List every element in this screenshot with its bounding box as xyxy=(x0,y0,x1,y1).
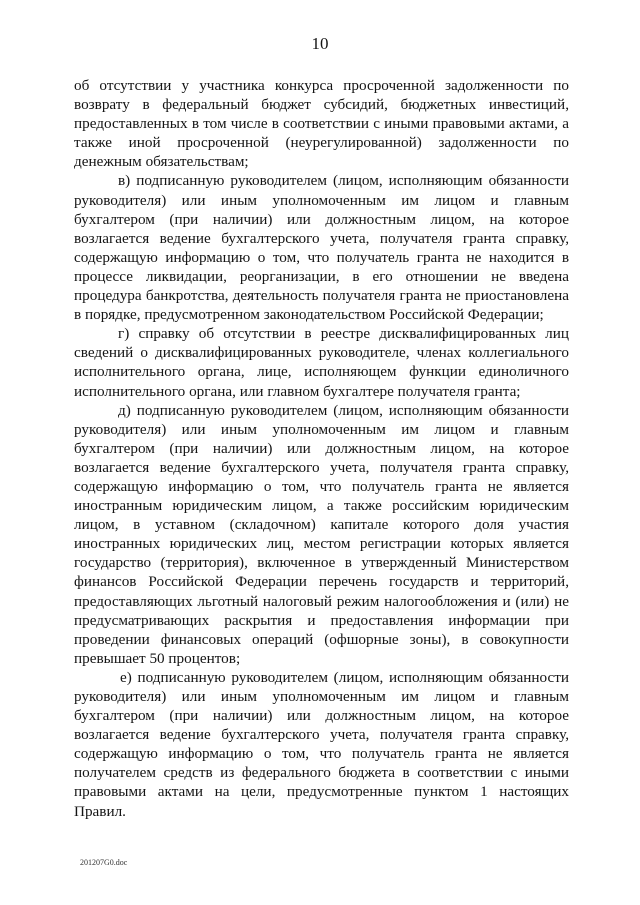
document-body xyxy=(74,76,569,821)
paragraph-item-v: в) подписанную руководителем (лицом, исполняющим обязанности руководителя) или иным уполномоченным им лицом и главным бухгалтером (при наличии) или должностным лицом, на которое возлагается ведение бухгалтерского учета, получателя гранта справку, содержащую информацию о том, что получатель гранта не находится в процессе ликвидации, реорганизации, в его отношении не введена процедура банкротства, деятельность получателя гранта не приостановлена в порядке, предусмотренном законодательством Российской Федерации; xyxy=(74,172,569,324)
paragraph-item-e: е) подписанную руководителем (лицом, исполняющим обязанности руководителя) или иным уполномоченным им лицом и главным бухгалтером (при наличии) или должностным лицом, на которое возлагается ведение бухгалтерского учета, получателя гранта справку, содержащую информацию о том, что получатель гранта не является получателем средств из федерального бюджета в соответствии с иными правовыми актами на цели, предусмотренные пунктом 1 настоящих Правил. xyxy=(74,668,569,820)
paragraph-continuation: об отсутствии у участника конкурса просроченной задолженности по возврату в федеральный бюджет субсидий, бюджетных инвестиций, предоставленных в том числе в соответствии с иными правовыми актами, а также иной просроченной (неурегулированной) задолженности по денежным обязательствам; xyxy=(74,77,569,171)
footer-document-code: 201207G0.doc xyxy=(80,858,128,867)
paragraph-item-g: г) справку об отсутствии в реестре дисквалифицированных лиц сведений о дисквалифицированных руководителе, членах коллегиального исполнительного органа, лице, исполняющем функции единоличного исполнительного органа, или главном бухгалтере получателя гранта; xyxy=(74,325,569,400)
paragraph-item-d: д) подписанную руководителем (лицом, исполняющим обязанности руководителя) или иным уполномоченным им лицом и главным бухгалтером (при наличии) или должностным лицом, на которое возлагается ведение бухгалтерского учета, получателя гранта справку, содержащую информацию о том, что получатель гранта не является иностранным юридическим лицом, а также российским юридическим лицом, в уставном (складочном) капитале которого доля участия иностранных юридических лиц, местом регистрации которых является государство (территория), включенное в утвержденный Министерством финансов Российской Федерации перечень государств и территорий, предоставляющих льготный налоговый режим налогообложения и (или) не предусматривающих раскрытия и предоставления информации при проведении финансовых операций (офшорные зоны), в совокупности превышает 50 процентов; xyxy=(74,401,569,667)
page-number: 10 xyxy=(311,34,329,53)
